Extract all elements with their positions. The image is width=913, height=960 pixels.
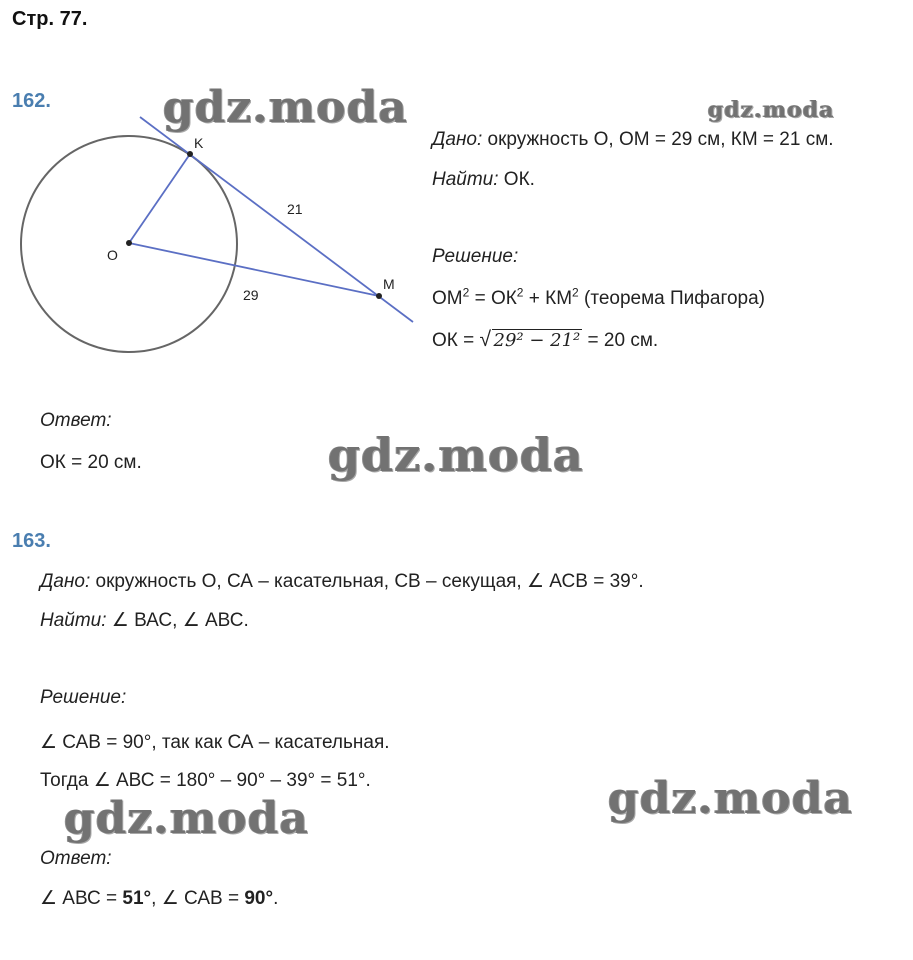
watermark-logo: gdz.moda — [608, 773, 854, 824]
point-o — [126, 240, 132, 246]
point-k — [187, 151, 193, 157]
eq1-term-ok: = ОК — [469, 288, 517, 309]
p163-find-text: ∠ ВАС, ∠ АВС. — [106, 610, 249, 631]
eq1-term-km: + КМ — [523, 288, 573, 309]
p162-answer-text: ОК = 20 см. — [40, 452, 142, 473]
eq1-exp-km: 2 — [572, 285, 579, 300]
p163-solution-line-2: Тогда ∠ АВС = 180° – 90° – 39° = 51°. — [40, 770, 371, 791]
answer-value-abc: 51° — [122, 888, 152, 909]
problem-163-number: 163. — [12, 530, 51, 552]
p162-find-label: Найти: — [432, 169, 499, 190]
p163-given-label: Дано: — [40, 571, 91, 592]
eq1-exp-ok: 2 — [516, 285, 524, 300]
problem-162-number: 162. — [12, 90, 51, 112]
p162-solution-label: Решение: — [432, 246, 519, 267]
answer-part-2: , ∠ САВ = — [151, 888, 245, 909]
p162-given-text: окружность О, ОМ = 29 см, КМ = 21 см. — [482, 129, 834, 150]
eq1-term-om: ОМ — [432, 288, 463, 309]
p162-given-label: Дано: — [432, 129, 483, 150]
p162-find — [432, 169, 535, 191]
sqrt-radicand: 29² − 21² — [493, 330, 581, 351]
radius-ok — [129, 154, 190, 243]
p162-given — [432, 129, 834, 151]
label-km-length: 21 — [287, 201, 303, 217]
label-m: M — [383, 276, 395, 292]
problem-162-figure — [0, 110, 430, 370]
p163-solution-label: Решение: — [40, 687, 127, 708]
p162-equation-ok — [432, 330, 658, 352]
label-k: K — [194, 135, 204, 151]
p163-solution-line-1: ∠ САВ = 90°, так как СА – касательная. — [40, 732, 390, 753]
watermark-logo: gdz.moda — [64, 793, 310, 844]
label-o: O — [107, 247, 118, 263]
tangent-line — [140, 117, 413, 322]
p163-given-text: окружность О, СА – касательная, СВ – секущая, ∠ АСВ = 39°. — [90, 571, 644, 592]
answer-part-3: . — [273, 888, 279, 909]
answer-part-1: ∠ АВС = — [40, 888, 123, 909]
p162-find-text: ОК. — [498, 169, 535, 190]
p163-answer — [40, 887, 278, 910]
p163-find-label: Найти: — [40, 610, 107, 631]
eq1-exp-om: 2 — [462, 285, 470, 300]
watermark-logo: gdz.moda — [708, 97, 835, 123]
page-reference: Стр. 77. — [12, 8, 88, 30]
eq2-suffix: = 20 см. — [582, 330, 659, 351]
watermark-logo: gdz.moda — [328, 428, 584, 482]
watermark-logo: gdz.moda — [163, 82, 409, 133]
point-m — [376, 293, 382, 299]
sqrt-expression: √ 29² − 21² — [479, 328, 581, 351]
p163-find — [40, 609, 249, 632]
eq1-tail: (теорема Пифагора) — [578, 288, 766, 309]
p163-answer-label: Ответ: — [40, 848, 112, 869]
p162-answer-label: Ответ: — [40, 410, 112, 431]
p162-equation-pythagoras — [432, 285, 766, 310]
label-om-length: 29 — [243, 287, 259, 303]
p163-given — [40, 570, 644, 593]
answer-value-cab: 90° — [244, 888, 274, 909]
eq2-prefix: ОК = — [432, 330, 480, 351]
